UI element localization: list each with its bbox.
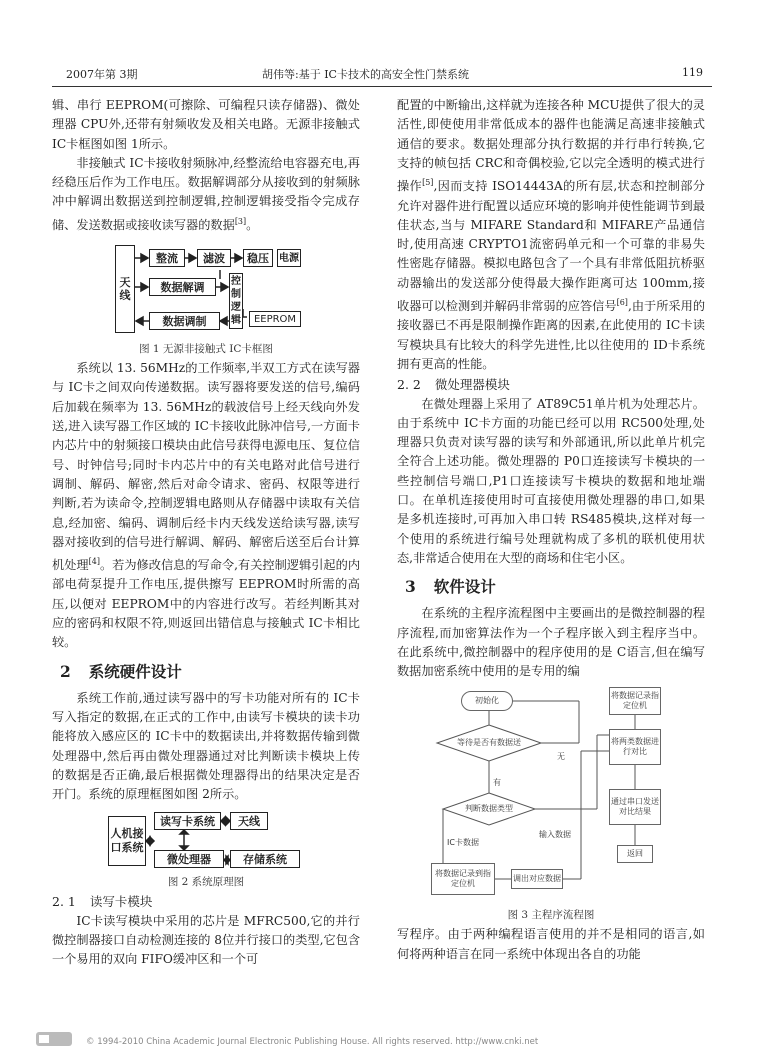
demod-block: 数据解调 — [149, 278, 216, 296]
citation-5: [5] — [422, 178, 434, 188]
section-2-1-number: 2. 1 — [52, 894, 76, 910]
section-2-heading — [60, 661, 360, 683]
section-3-heading — [405, 576, 705, 598]
call-data-node: 调出对应数据 — [511, 869, 563, 889]
record-node: 将数据记录指定位机 — [609, 687, 661, 715]
reader-block: 读写卡系统 — [154, 812, 221, 830]
section-3-title: 软件设计 — [433, 577, 496, 597]
right-paragraph-2: 在微处理器上采用了 AT89C51单片机为处理芯片。由于系统中 IC卡方面的功能已经可以用 RC500处理,处理器只负责对读写器的读写和外部通讯,所以此单片机完全符合上述功能。微处理器的 P0口连接读写卡模块的一些控制信号端口,P1口连接读写卡模块的数据和地址端口。在单机连接使用时可直接使用微处理器的串口,如果是多机连接时,可再加入串口转 RS485模块,这样对每一个使用的系统进行编号处理就构成了多机的联机使用状态,非常适合使用在大型的商场和住宅小区。 — [397, 396, 705, 565]
left-paragraph-3 — [52, 359, 360, 653]
storage-block: 存储系统 — [230, 850, 300, 868]
left-paragraph-2-text: 非接触式 IC卡接收射频脉冲,经整流给电容器充电,再经稳压后作为工作电压。数据解调部分从接收到的射频脉冲中解调出数据送到控制逻辑,控制逻辑接受指令完成存储、发送数据或接收读写器的数据 — [52, 155, 360, 232]
left-paragraph-2 — [52, 154, 360, 235]
hmi-block: 人机接口系统 — [108, 816, 146, 866]
judge-decision: 判断数据类型 — [465, 804, 513, 814]
left-paragraph-3-text: 系统以 13. 56MHz的工作频率,半双工方式在读写器与 IC卡之间双向传递数据。读写器将要发送的信号,编码后加载在频率为 13. 56MHz的载波信号上经天线向外发送,进入读写器工作区域的 IC卡接收此脉冲信号,一方面卡内芯片中的射频接口模块由此信号获得电源电压、复位信号、时钟信号;同时卡内芯片中的有关电路对此信号进行调制、解码、解密,然后对命令请求、密码、权限等进行判断,若为读命令,控制逻辑电路则从存储器中读取有关信息,经加密、编码、调制后经卡内天线发送给读写器,读写器对接收到的信号进行解调、解码、解密后送至后台计算机处理 — [52, 361, 360, 573]
right-paragraph-1-end: ,由于所采用的接收器已不再是限制操作距离的因素,在此使用的 IC卡读写模块具有比较大的科学先进性,比以往使用的 ID卡系统拥有更高的性能。 — [397, 299, 706, 371]
wait-decision: 等待是否有数据送 — [457, 738, 521, 748]
section-2-2-heading — [397, 375, 705, 394]
init-node: 初始化 — [461, 691, 513, 711]
section-2-1-heading — [52, 892, 360, 911]
left-paragraph-3-end: 。若为修改信息的写命令,有关控制逻辑引起的内部电荷泵提升工作电压,提供擦写 EEPROM时所需的高压,以便对 EEPROM中的内容进行改写。若经判断其对应的密码和权限不符,则返回出错信息与接触式 IC卡相比较。 — [52, 558, 361, 650]
section-2-2-title: 微处理器模块 — [434, 377, 510, 393]
figure-1-caption: 图 1 无源非接触式 IC卡框图 — [139, 343, 273, 356]
section-2-number: 2 — [60, 661, 71, 681]
left-paragraph-1: 辑、串行 EEPROM(可擦除、可编程只读存储器)、微处理器 CPU外,还带有射频收发及相关电路。无源非接触式 IC卡框图如图 1所示。 — [52, 98, 360, 151]
citation-6: [6] — [616, 298, 628, 308]
left-paragraph-5: IC卡读写模块中采用的芯片是 MFRC500,它的并行微控制器接口自动检测连接的 8位并行接口的类型,它包含一个易用的双向 FIFO缓冲区和一个可 — [52, 913, 361, 967]
right-paragraph-3: 在系统的主程序流程图中主要画出的是微控制器的程序流程,而加密算法作为一个子程序嵌入到主程序当中。在此系统中,微控制器中的程序使用的是 C语言,但在编写数据加密系统中使用的是专用的编 — [397, 606, 705, 679]
journal-issue: 2007年第 3期 — [66, 68, 138, 81]
figure-3-caption: 图 3 主程序流程图 — [507, 909, 595, 922]
input-data-label: 输入数据 — [539, 830, 571, 840]
left-paragraph-2-end: 。 — [246, 217, 259, 232]
fig2-antenna-block: 天线 — [230, 812, 268, 830]
mcu-block: 微处理器 — [154, 850, 224, 868]
right-paragraph-1-middle: ,因而支持 ISO14443A的所有层,状态和控制部分允许对器件进行配置以适应环境的影响并使性能调节到最佳状态,当与 MIFARE Standard和 MIFARE产品通信时,使用高速 CRYPTO1流密码单元和一个可靠的非易失性密匙存储器。模拟电路包含了一个具有非常低阻抗桥驱动器输出的发送部分使得最大操作距离可达 100mm,接收器可以检测到并解码非常弱的应答信号 — [397, 179, 705, 314]
citation-4: [4] — [88, 557, 100, 567]
regulate-block: 稳压 — [243, 249, 273, 267]
figure-1-diagram — [111, 241, 301, 339]
send-node: 通过串口发送对比结果 — [609, 789, 661, 825]
filter-block: 滤波 — [197, 249, 231, 267]
header-rule — [52, 86, 712, 87]
section-2-title: 系统硬件设计 — [88, 661, 182, 681]
save-ic-node: 将数据记录到指定位机 — [431, 863, 495, 895]
section-2-1-title: 读写卡模块 — [89, 894, 153, 910]
citation-3: [3] — [234, 216, 247, 226]
right-paragraph-1 — [397, 96, 705, 374]
publisher-logo-icon — [36, 1030, 76, 1048]
ic-data-label: IC卡数据 — [447, 838, 479, 848]
compare-node: 将两类数据进行对比 — [609, 729, 661, 765]
antenna-block: 天线 — [115, 245, 135, 333]
eeprom-block: EEPROM — [249, 311, 301, 327]
left-column — [52, 96, 360, 970]
power-block: 电源 — [277, 249, 301, 267]
section-3-number: 3 — [405, 577, 416, 597]
rectify-block: 整流 — [149, 249, 185, 267]
page-number: 119 — [682, 66, 703, 79]
copyright-footer: © 1994-2010 China Academic Journal Electronic Publishing House. All rights reserved. http://www.cnki.net — [86, 1037, 539, 1047]
figure-2-caption: 图 2 系统原理图 — [167, 876, 245, 889]
right-paragraph-1-text: 配置的中断输出,这样就为连接各种 MCU提供了很大的灵活性,即使使用非常低成本的器件也能满足高速非接触式通信的要求。数据处理部分执行数据的并行串行转换,它支持的帧包括 CRC和奇偶校验,它以完全透明的模式进行操作 — [397, 98, 705, 194]
no-branch-label: 无 — [557, 752, 565, 762]
figure-3-flowchart — [431, 685, 689, 905]
control-logic-block: 控制逻辑 — [229, 273, 243, 329]
running-title: 胡伟等:基于 IC卡技术的高安全性门禁系统 — [262, 68, 469, 81]
left-paragraph-4: 系统工作前,通过读写器中的写卡功能对所有的 IC卡写入指定的数据,在正式的工作中,由读写卡模块的读卡功能将放入感应区的 IC卡中的数据读出,并将数据传输到微处理器中,然后再由微处理器通过对比判断读卡模块上传的数据是否正确,最后根据微处理器得出的结果决定是否开门。系统的原理框图如图 2所示。 — [52, 690, 360, 802]
right-column — [397, 96, 705, 964]
right-paragraph-4: 写程序。由于两种编程语言使用的并不是相同的语言,如何将两种语言在同一系统中体现出各自的功能 — [397, 927, 705, 961]
section-2-2-number: 2. 2 — [397, 377, 421, 393]
mod-block: 数据调制 — [149, 312, 220, 330]
yes-branch-label: 有 — [493, 778, 501, 788]
figure-2-diagram — [104, 810, 308, 872]
return-node: 返回 — [617, 845, 653, 863]
